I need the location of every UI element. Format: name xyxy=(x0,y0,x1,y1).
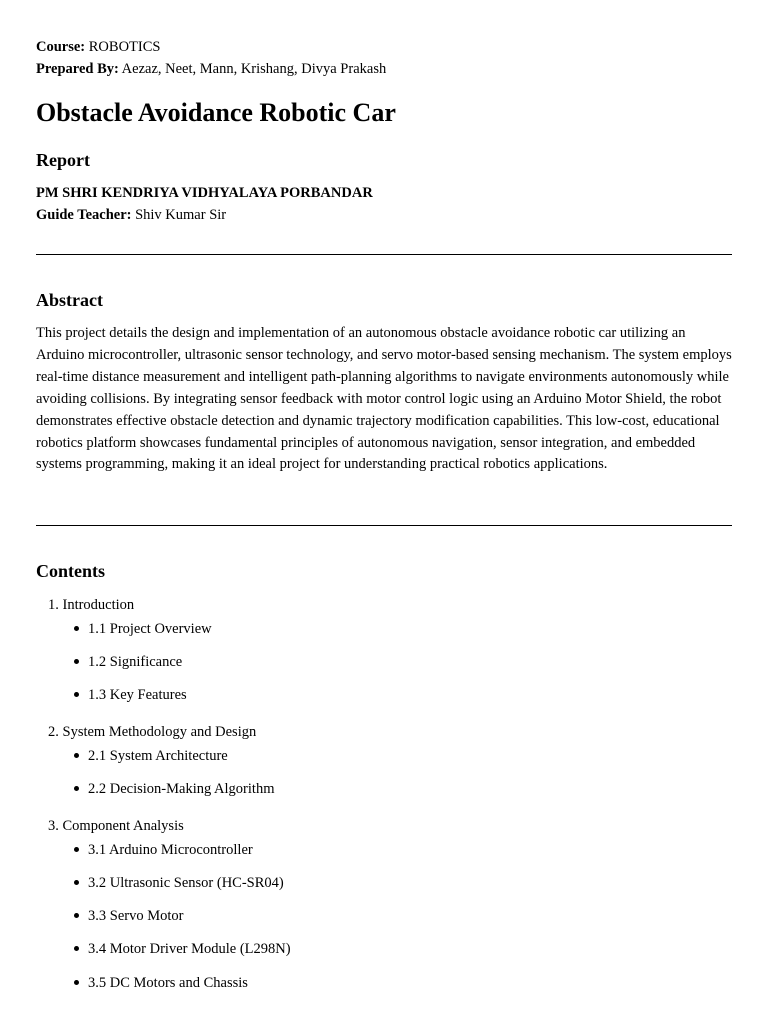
guide-label: Guide Teacher: xyxy=(36,207,132,223)
bullet-icon xyxy=(74,980,79,985)
bullet-icon xyxy=(74,946,79,951)
document-title: Obstacle Avoidance Robotic Car xyxy=(36,98,396,127)
toc-subitem[interactable] xyxy=(74,841,253,859)
toc-subitem[interactable] xyxy=(74,907,183,925)
bullet-icon xyxy=(74,786,79,791)
toc-subitem[interactable] xyxy=(74,780,274,798)
abstract-heading: Abstract xyxy=(36,290,103,310)
prepared-by-line xyxy=(36,60,386,78)
prepared-by-value: Aezaz, Neet, Mann, Krishang, Divya Prakash xyxy=(121,61,387,77)
prepared-by-label: Prepared By: xyxy=(36,61,119,77)
toc-subitem[interactable] xyxy=(74,940,291,958)
toc-section[interactable]: 1. Introduction xyxy=(48,597,135,613)
toc-subitem[interactable] xyxy=(74,686,187,704)
toc-subitem-label: 3.2 Ultrasonic Sensor (HC-SR04) xyxy=(88,875,284,891)
course-value: ROBOTICS xyxy=(88,39,161,55)
bullet-icon xyxy=(74,626,79,631)
toc-subitem-label: 1.1 Project Overview xyxy=(88,621,212,637)
toc-subitem-label: 3.5 DC Motors and Chassis xyxy=(88,975,248,991)
report-subtitle: Report xyxy=(36,150,90,170)
toc-subitem-label: 2.2 Decision-Making Algorithm xyxy=(88,781,275,797)
school-name: PM SHRI KENDRIYA VIDHYALAYA PORBANDAR xyxy=(36,185,373,201)
school-line xyxy=(36,184,373,202)
toc-subitem-label: 3.1 Arduino Microcontroller xyxy=(88,842,253,858)
bullet-icon xyxy=(74,692,79,697)
toc-section[interactable]: 2. System Methodology and Design xyxy=(48,724,257,740)
course-line xyxy=(36,38,160,56)
toc-subitem[interactable] xyxy=(74,620,212,638)
guide-value: Shiv Kumar Sir xyxy=(135,207,227,223)
bullet-icon xyxy=(74,847,79,852)
bullet-icon xyxy=(74,880,79,885)
bullet-icon xyxy=(74,913,79,918)
toc-subitem[interactable] xyxy=(74,747,228,765)
bullet-icon xyxy=(74,753,79,758)
toc-subitem-label: 1.2 Significance xyxy=(88,654,183,670)
toc-section[interactable]: 3. Component Analysis xyxy=(48,818,184,834)
bullet-icon xyxy=(74,659,79,664)
course-label: Course: xyxy=(36,39,86,55)
toc-subitem[interactable] xyxy=(74,653,182,671)
contents-heading: Contents xyxy=(36,561,106,581)
guide-line xyxy=(36,206,226,224)
toc-subitem-label: 3.3 Servo Motor xyxy=(88,908,184,924)
toc-subitem[interactable] xyxy=(74,874,284,892)
toc-subitem-label: 1.3 Key Features xyxy=(88,687,187,703)
divider xyxy=(36,525,732,526)
toc-subitem-label: 2.1 System Architecture xyxy=(88,748,228,764)
toc-subitem[interactable] xyxy=(74,974,248,992)
toc-subitem-label: 3.4 Motor Driver Module (L298N) xyxy=(88,941,291,957)
divider xyxy=(36,254,732,255)
abstract-body: This project details the design and implementation of an autonomous obstacle avoidance robotic car utilizing an Arduino microcontroller, ultrasonic sensor technology, and servo motor-based sensing mechanism. The system employs real-time distance measurement and intelligent path-planning algorithms to navigate environments autonomously while avoiding collisions. By integrating sensor feedback with motor control logic using an Arduino Motor Shield, the robot demonstrates effective obstacle detection and dynamic trajectory modification capabilities. This low-cost, educational robotics platform showcases fundamental principles of autonomous navigation, sensor integration, and embedded systems programming, making it an ideal project for understanding practical robotics applications. xyxy=(36,325,732,473)
